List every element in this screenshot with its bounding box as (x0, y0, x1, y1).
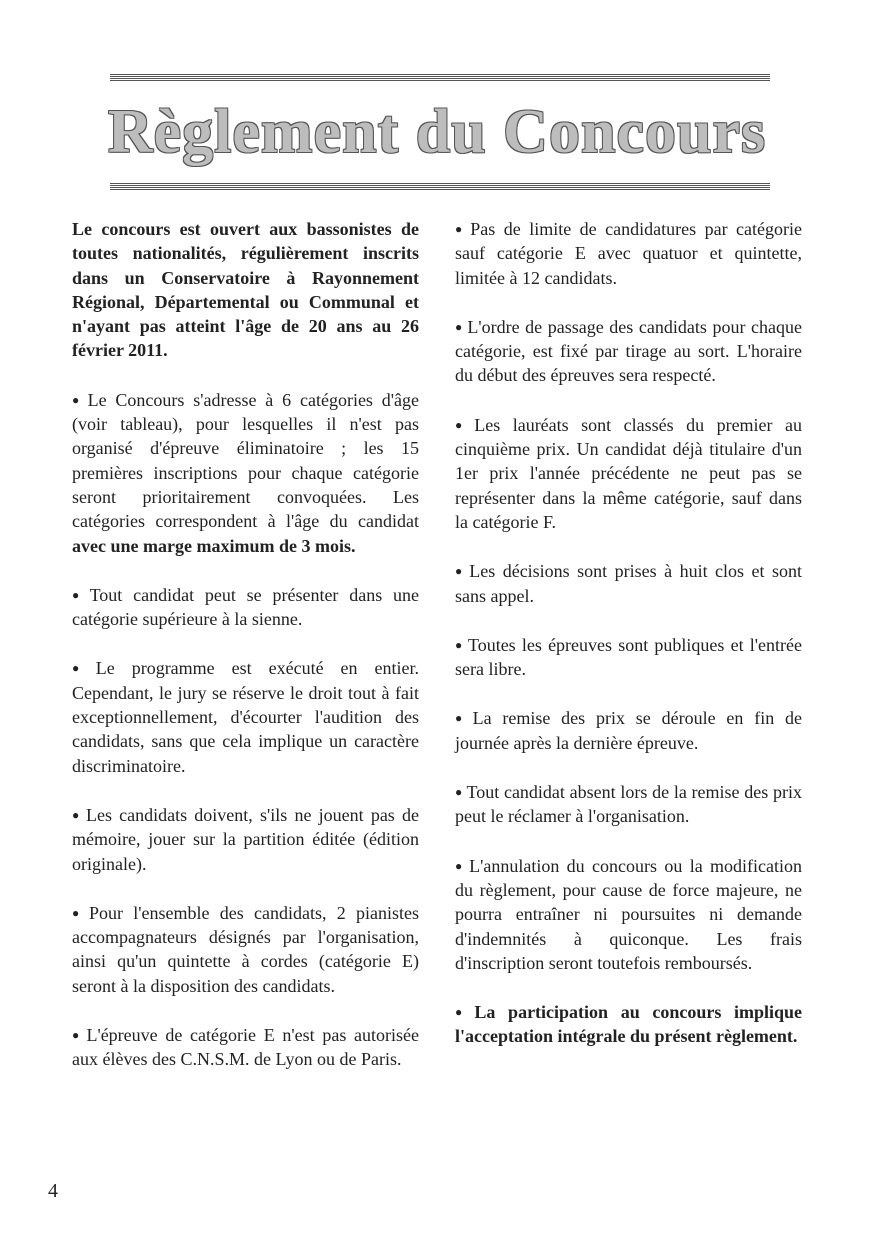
rule-text: L'ordre de passage des candidats pour chaque catégorie, est fixé par tirage au sort. L'horaire du début des épreuves sera respecté. (455, 316, 802, 386)
right-column (455, 217, 802, 1074)
left-column (72, 217, 419, 1097)
rule-paragraph (455, 413, 802, 534)
intro-text: Le concours est ouvert aux bassonistes de toutes nationalités, régulièrement inscrits dans un Conservatoire à Rayonnement Régional, Départemental ou Communal et n'ayant pas atteint l'âge de 20 ans au 26 février 2011. (72, 219, 419, 361)
rule-paragraph (455, 315, 802, 388)
rule-text: Le Concours s'adresse à 6 catégories d'âge (voir tableau), pour lesquelles il n'est pas organisé d'épreuve éliminatoire ; les 15 premières inscriptions pour chaque catégorie seront prioritairement convoquées. Les catégories correspondent à l'âge du candidat (72, 389, 419, 532)
rule-text: Les lauréats sont classés du premier au cinquième prix. Un candidat déjà titulaire d'un 1er prix l'année précédente ne peut pas se représenter dans la même catégorie, sauf dans la catégorie F. (455, 414, 803, 532)
rule-text: L'annulation du concours ou la modification du règlement, pour cause de force majeure, ne pourra entraîner ni poursuites ni demande d'indemnités à quiconque. Les frais d'inscription seront toutefois remboursés. (455, 855, 803, 973)
bullet-icon: ● (455, 1005, 471, 1020)
closing-paragraph (455, 1000, 802, 1049)
title-rule-bottom (110, 183, 770, 191)
closing-emphasis: La participation au concours implique l'acceptation intégrale du présent règlement. (455, 1002, 803, 1047)
rule-text: Le programme est exécuté en entier. Cependant, le jury se réserve le droit tout à fait exceptionnellement, d'écourter l'audition des candidats, sans que cela implique un caractère discriminatoire. (72, 658, 419, 776)
rule-text: Les décisions sont prises à huit clos et sont sans appel. (455, 561, 803, 606)
rule-text: La remise des prix se déroule en fin de journée après la dernière épreuve. (455, 708, 803, 753)
rule-paragraph (455, 559, 802, 608)
bullet-icon: ● (455, 564, 466, 579)
bullet-icon: ● (455, 319, 464, 334)
rule-text: Pas de limite de candidatures par catégorie sauf catégorie E avec quatuor et quintette, limitée à 12 candidats. (455, 219, 802, 288)
rule-text: Tout candidat peut se présenter dans une catégorie supérieure à la sienne. (72, 584, 420, 630)
rule-text: Toutes les épreuves sont publiques et l'entrée sera libre. (455, 634, 802, 680)
rule-paragraph (72, 583, 419, 632)
bullet-icon: ● (72, 807, 82, 822)
rule-text: Pour l'ensemble des candidats, 2 pianistes accompagnateurs désignés par l'organisation, ainsi qu'un quintette à cordes (catégorie E) seront à la disposition des candidats. (72, 902, 420, 996)
rule-paragraph (72, 803, 419, 876)
bullet-icon: ● (455, 858, 466, 873)
bullet-icon: ● (455, 711, 469, 726)
rule-emphasis: avec une marge maximum de 3 mois. (72, 535, 356, 556)
bullet-icon: ● (455, 222, 467, 236)
rule-text: Les candidats doivent, s'ils ne jouent pas de mémoire, jouer sur la partition éditée (édition originale). (72, 804, 419, 874)
rule-paragraph (72, 656, 419, 777)
rule-paragraph (72, 388, 419, 558)
rule-paragraph (455, 780, 802, 829)
page-number: 4 (48, 1180, 58, 1202)
rule-text: L'épreuve de catégorie E n'est pas autorisée aux élèves des C.N.S.M. de Lyon ou de Paris. (72, 1025, 419, 1070)
rule-paragraph (455, 217, 802, 290)
page-title: Règlement du Concours (107, 98, 767, 166)
rule-text: Tout candidat absent lors de la remise des prix peut le réclamer à l'organisation. (455, 782, 802, 827)
rule-paragraph (72, 901, 419, 998)
bullet-icon: ● (72, 905, 86, 920)
bullet-icon: ● (455, 417, 471, 432)
rule-paragraph (455, 854, 802, 975)
rule-paragraph (455, 706, 802, 755)
bullet-icon: ● (72, 587, 86, 602)
bullet-icon: ● (72, 661, 92, 676)
rule-paragraph (455, 633, 802, 682)
bullet-icon: ● (72, 392, 84, 407)
title-rule-top (110, 74, 770, 82)
intro-paragraph (72, 217, 419, 363)
bullet-icon: ● (72, 1028, 83, 1043)
rule-paragraph (72, 1023, 419, 1072)
bullet-icon: ● (455, 785, 463, 800)
bullet-icon: ● (455, 637, 464, 652)
